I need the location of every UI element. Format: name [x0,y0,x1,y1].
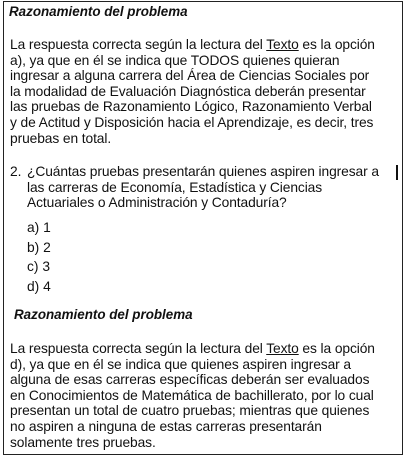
section-2-line-7: solamente tres pruebas. [10,434,156,450]
section-1-line-4: la modalidad de Evaluación Diagnóstica deberán presentar [10,83,366,99]
section-1-line-6: y de Actitud y Disposición hacia el Aprendizaje, es decir, tres [10,114,374,130]
section-1-paragraph [10,37,396,146]
question-line-2: las carreras de Economía, Estadística y Ciencias [27,179,323,195]
section-2-line-5: presentan un total de cuatro pruebas; mientras que quienes [10,403,370,419]
texto-reference: Texto [266,341,299,356]
question-line-1: ¿Cuántas pruebas presentarán quienes aspiren ingresar a [27,164,379,179]
section-1-line-2: a), ya que en él se indica que TODOS quienes quieran [10,52,340,68]
question-line-3: Actuariales o Administración y Contaduría? [27,195,287,211]
section-1-line-1: La respuesta correcta según la lectura del Texto es la opción [10,37,375,52]
section-2-line-1: La respuesta correcta según la lectura del Texto es la opción [10,341,375,356]
option-b: b) 2 [27,239,51,255]
section-2-heading: Razonamiento del problema [14,307,193,322]
section-2-line-2: d), ya que en él se indica que quienes aspiren ingresar a [10,356,351,372]
option-c: c) 3 [27,259,50,274]
answer-options [27,218,51,296]
texto-reference: Texto [266,37,299,52]
section-1-line-3: ingresar a alguna carrera del Área de Ciencias Sociales por [10,68,370,84]
question-number: 2. [10,164,22,179]
question-text [27,164,398,211]
section-1-line-5: las pruebas de Razonamiento Lógico, Razonamiento Verbal [10,99,372,115]
section-2-line-6: no aspiren a ninguna de estas carreras presentarán [10,418,322,434]
section-1-line-7: pruebas en total. [10,130,112,146]
option-a: a) 1 [27,220,51,235]
section-2-line-3: alguna de esas carreras específicas deberán ser evaluados [10,372,370,388]
text-cursor [396,165,398,180]
option-d: d) 4 [27,278,51,294]
section-2-line-4: en Conocimientos de Matemática de bachillerato, por lo cual [10,387,374,403]
section-1-heading: Razonamiento del problema [9,4,188,19]
section-2-paragraph [10,341,396,450]
